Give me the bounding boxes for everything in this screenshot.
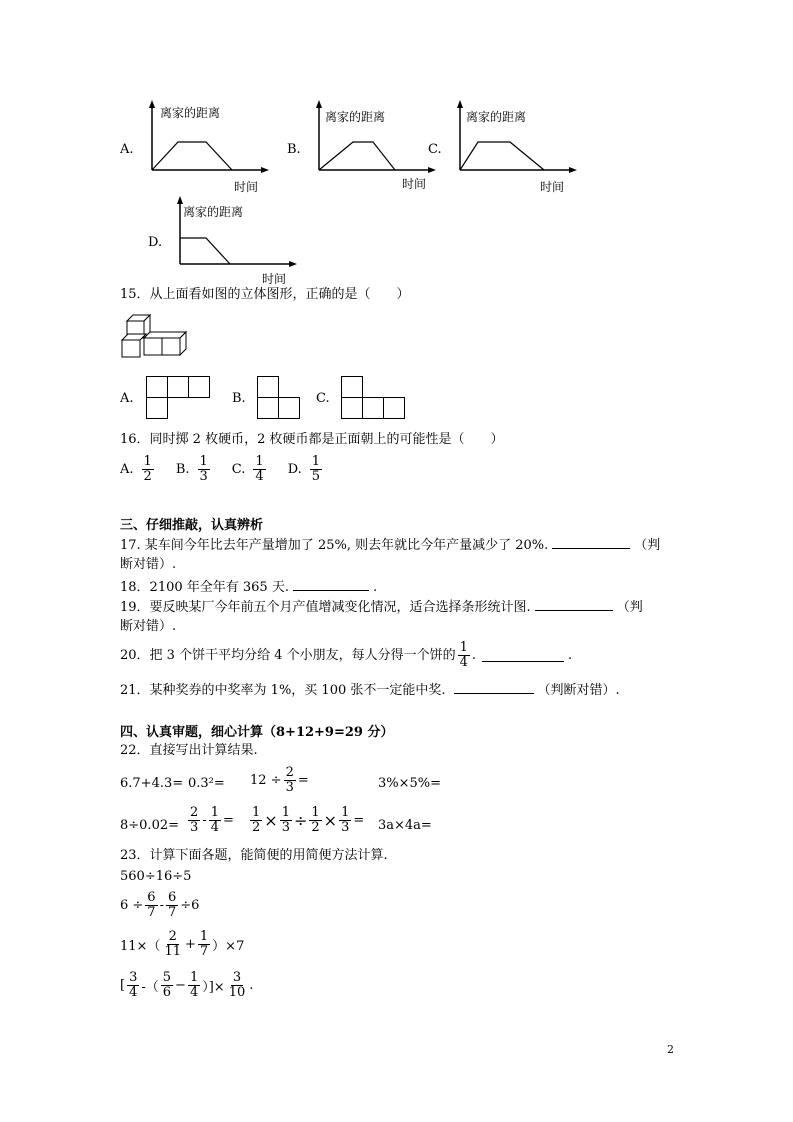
- q23-e3-frac2: [198, 930, 210, 959]
- q19-text: 19．要反映某厂今年前五个月产值增减变化情况，适合选择条形统计图.: [120, 600, 531, 615]
- q22-text: 22．直接写出计算结果.: [120, 743, 258, 758]
- q18-end: .: [372, 580, 378, 595]
- q16-option-b-label: B.: [175, 462, 190, 477]
- q15-option-c-label: C.: [316, 391, 330, 406]
- q23-e3-prefix: 11×（: [120, 939, 161, 954]
- q20-line: [120, 641, 572, 670]
- q23-e2-suffix: ÷6: [180, 898, 200, 913]
- q21-judge: （判断对错）.: [537, 683, 620, 698]
- q23-e2: [120, 891, 199, 920]
- q18-line: [120, 578, 377, 597]
- q23-e4-frac1: [127, 971, 139, 1000]
- q22-r2-c: [248, 806, 364, 835]
- q14-b-xlabel: 时间: [402, 177, 427, 191]
- q21-text: 21．某种奖券的中奖率为 1%，买 100 张不一定能中奖.: [120, 683, 446, 698]
- q16-a-den: 2: [143, 469, 152, 484]
- q17-line2: 断对错）.: [120, 557, 177, 572]
- q16-option-d-label: D.: [287, 462, 302, 477]
- q23-e4-n3: 1: [189, 970, 199, 985]
- q23-e4-middle: ）]×: [202, 980, 225, 995]
- q22-r2-c-op2: ÷: [293, 811, 308, 830]
- q22-r2-a: 8÷0.02=: [120, 818, 180, 833]
- q23-e3: [120, 930, 244, 959]
- q22-r2-c-d1: 2: [252, 820, 261, 835]
- q22-r2-c-d3: 2: [311, 820, 320, 835]
- q18-answer-blank[interactable]: [293, 578, 369, 591]
- q17-answer-blank[interactable]: [552, 536, 630, 549]
- q16-option-b-fraction: [198, 455, 210, 484]
- q23-e3-n2: 1: [199, 929, 209, 944]
- q16-option-a-label: A.: [120, 462, 134, 477]
- q22-r1-c-num: 2: [285, 765, 294, 780]
- q23-e2-frac1: [145, 891, 157, 920]
- q23-e3-suffix: ）×7: [212, 939, 245, 954]
- q23-e4-n1: 3: [129, 970, 138, 985]
- q22-r1-c-fraction: [284, 766, 296, 795]
- q23-e4: [120, 971, 253, 1000]
- q16-a-num: 1: [143, 454, 152, 469]
- q23-e1: 560÷16÷5: [120, 869, 192, 884]
- q16-option-a-fraction: [142, 455, 154, 484]
- q15-text: 15．从上面看如图的立体图形，正确的是（ ）: [120, 287, 410, 302]
- q14-b-ylabel: 离家的距离: [325, 110, 386, 124]
- q15-solid-figure: [120, 312, 190, 362]
- q22-r1-c-den: 3: [285, 780, 294, 795]
- q22-r2-c-n4: 1: [341, 805, 350, 820]
- q22-r1-c-prefix: 12 ÷: [250, 773, 282, 788]
- q23-e4-d4: 10: [228, 985, 246, 1000]
- q15-option-b-figure: [257, 376, 303, 420]
- q22-r2-d: 3a×4a=: [378, 818, 432, 833]
- q19-line2: 断对错）.: [120, 619, 177, 634]
- q14-a-xlabel: 时间: [234, 180, 259, 194]
- q22-r2-b-op: -: [202, 813, 207, 828]
- q23-e4-frac4: [227, 971, 248, 1000]
- q14-d-xlabel: 时间: [262, 272, 287, 286]
- section3-heading: 三、仔细推敲，认真辨析: [120, 518, 264, 533]
- q16-b-den: 3: [199, 469, 208, 484]
- q21-line: [120, 681, 620, 700]
- page-number: 2: [667, 1043, 674, 1056]
- q22-r2-b-n1: 2: [190, 805, 199, 820]
- q23-e3-d2: 7: [199, 944, 209, 959]
- q14-a-ylabel: 离家的距离: [160, 106, 221, 120]
- q22-r2-c-d2: 3: [281, 820, 290, 835]
- q16-option-c-fraction: [253, 455, 265, 484]
- q23-e2-frac2: [166, 891, 178, 920]
- q23-e3-op: +: [184, 937, 196, 952]
- q23-text: 23．计算下面各题，能简便的用简便方法计算.: [120, 848, 388, 863]
- q19-answer-blank[interactable]: [535, 598, 613, 611]
- q23-e4-n4: 3: [232, 970, 242, 985]
- q22-r2-b-frac1: [188, 806, 200, 835]
- q15-option-b-label: B.: [232, 391, 246, 406]
- q23-e4-d2: 6: [162, 985, 172, 1000]
- q22-r1-d: 3%×5%=: [378, 776, 442, 791]
- q22-r2-c-n3: 1: [311, 805, 320, 820]
- q17-judge: （判: [634, 538, 661, 553]
- q22-r2-c-n2: 1: [281, 805, 290, 820]
- q15-option-a-label: A.: [120, 391, 134, 406]
- q23-e4-n2: 5: [162, 970, 172, 985]
- q22-r1-b: 0.3²=: [188, 776, 225, 791]
- q15-option-c-figure: [341, 376, 407, 420]
- q22-r1-c: [250, 766, 309, 795]
- q16-options: [120, 455, 324, 484]
- q16-c-den: 4: [255, 469, 264, 484]
- q19-judge: （判: [616, 600, 643, 615]
- q20-period: .: [471, 647, 477, 663]
- q16-option-d-fraction: [310, 455, 322, 484]
- q23-e4-frac2: [161, 971, 173, 1000]
- q19-line1: [120, 598, 643, 617]
- q22-r2-c-frac3: [309, 806, 321, 835]
- q23-e3-frac1: [162, 930, 183, 959]
- q22-r2-b-d2: 4: [210, 820, 219, 835]
- q22-r2-c-d4: 3: [341, 820, 350, 835]
- q22-r2-c-frac2: [280, 806, 292, 835]
- q22-r1-c-eq: =: [297, 773, 309, 788]
- q22-r2-b-d1: 3: [190, 820, 199, 835]
- q23-e4-op2: −: [175, 978, 186, 993]
- q23-e2-n2: 6: [167, 890, 177, 905]
- q23-e2-prefix: 6 ÷: [120, 898, 144, 913]
- q23-e3-d1: 11: [164, 944, 181, 959]
- q14-c-ylabel: 离家的距离: [466, 110, 527, 124]
- q17-line1: [120, 536, 660, 555]
- q22-r2-c-frac4: [339, 806, 351, 835]
- q22-r2-c-op1: ×: [264, 811, 278, 830]
- q16-text: 16．同时掷 2 枚硬币，2 枚硬币都是正面朝上的可能性是（ ）: [120, 432, 504, 447]
- q20-num: 1: [459, 640, 468, 655]
- q23-e3-n1: 2: [168, 929, 177, 944]
- q20-fraction: [458, 641, 470, 670]
- q14-d-ylabel: 离家的距离: [183, 205, 244, 219]
- q23-e4-op1: -（: [141, 980, 159, 995]
- q20-text: 20．把 3 个饼干平均分给 4 个小朋友，每人分得一个饼的: [120, 647, 456, 663]
- q22-r2-b: [186, 806, 234, 835]
- q23-e4-frac3: [188, 971, 200, 1000]
- q14-option-d-label: D.: [148, 235, 163, 250]
- q22-r2-b-n2: 1: [210, 805, 219, 820]
- q17-text: 17. 某车间今年比去年产量增加了 25%, 则去年就比今年产量减少了 20%.: [120, 538, 549, 553]
- q23-e2-n1: 6: [147, 890, 156, 905]
- q22-r2-c-op3: ×: [323, 811, 338, 830]
- q22-r2-c-n1: 1: [252, 805, 261, 820]
- q20-answer-blank[interactable]: [482, 649, 564, 662]
- q20-den: 4: [459, 655, 468, 670]
- q23-e4-d3: 4: [189, 985, 199, 1000]
- q20-end: .: [568, 647, 573, 663]
- q21-answer-blank[interactable]: [454, 681, 534, 694]
- q23-e2-d2: 7: [167, 905, 177, 920]
- q16-d-den: 5: [311, 469, 321, 484]
- section4-heading: 四、认真审题，细心计算（8+12+9=29 分）: [120, 725, 394, 740]
- q16-b-num: 1: [199, 454, 208, 469]
- q22-r2-c-eq: =: [353, 813, 365, 828]
- q15-option-a-figure: [146, 376, 212, 420]
- q22-r1-a: 6.7+4.3=: [120, 776, 184, 791]
- q16-option-c-label: C.: [231, 462, 246, 477]
- q14-c-xlabel: 时间: [540, 180, 565, 194]
- q14-option-c-label: C.: [428, 142, 442, 157]
- q22-r2-b-frac2: [209, 806, 221, 835]
- q23-e4-prefix: [: [120, 978, 126, 993]
- q14-option-a-label: A.: [120, 142, 134, 157]
- q23-e2-d1: 7: [147, 905, 156, 920]
- q23-e4-end: .: [249, 978, 254, 993]
- q16-d-num: 1: [311, 454, 321, 469]
- q18-text: 18．2100 年全年有 365 天.: [120, 580, 289, 595]
- q23-e2-op: -: [159, 898, 164, 913]
- q22-r2-b-eq: =: [222, 813, 234, 828]
- q22-r2-c-frac1: [250, 806, 262, 835]
- q16-c-num: 1: [255, 454, 264, 469]
- q14-option-b-label: B.: [287, 142, 301, 157]
- q23-e4-d1: 4: [129, 985, 138, 1000]
